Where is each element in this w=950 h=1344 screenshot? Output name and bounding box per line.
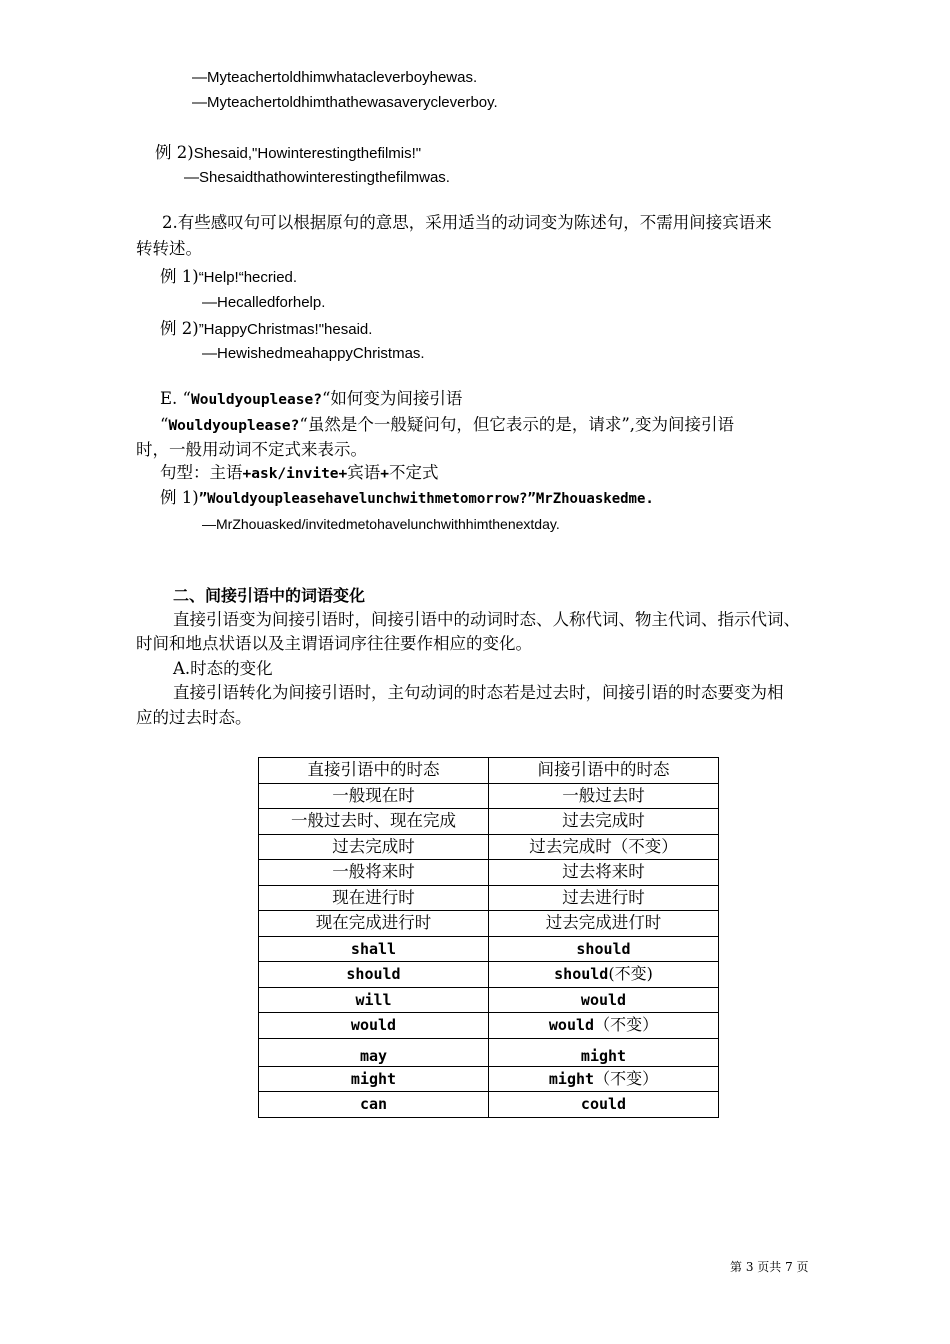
- table-row: [259, 834, 719, 860]
- table-row: [259, 936, 719, 962]
- table-cell: 现在完成进行时: [259, 911, 489, 937]
- table-cell: might: [489, 1038, 719, 1066]
- example-label: 例 2): [160, 319, 199, 338]
- table-cell: 一般现在时: [259, 783, 489, 809]
- table-cell: would: [489, 987, 719, 1013]
- table-cell: 过去完成时: [489, 809, 719, 835]
- example-text: Shesaid,"Howinterestingthefilmis!": [193, 145, 422, 162]
- example-label-line: [160, 318, 372, 341]
- example-label: 例 1): [160, 267, 199, 286]
- table-cell: could: [489, 1092, 719, 1118]
- example-label: 例 2): [155, 143, 194, 162]
- section-heading-2: 二、间接引语中的词语变化: [173, 586, 366, 605]
- example-text: ”Wouldyoupleasehavelunchwithmetomorrow?”MrZhouaskedme.: [198, 491, 654, 507]
- paragraph-line: “Wouldyouplease?“虽然是个一般疑问句，但它表示的是，请求”,变为间接引语: [160, 415, 735, 434]
- table-row: [259, 860, 719, 886]
- page-footer: 第 3 页共 7 页: [730, 1260, 809, 1274]
- table-header: 间接引语中的时态: [489, 758, 719, 784]
- example-label-line: [160, 266, 297, 289]
- paragraph-line: 直接引语转化为间接引语时，主句动词的时态若是过去时，间接引语的时态要变为相: [173, 683, 784, 702]
- example-line: —Shesaidthathowinterestingthefilmwas.: [184, 169, 450, 186]
- example-line: —Hecalledforhelp.: [202, 294, 326, 311]
- table-header: 直接引语中的时态: [259, 758, 489, 784]
- table-cell: might（不变）: [489, 1066, 719, 1092]
- example-label-line: [155, 142, 421, 165]
- table-row: [259, 1038, 719, 1066]
- table-cell: should(不变): [489, 962, 719, 988]
- table-cell: 一般将来时: [259, 860, 489, 886]
- example-line: —MrZhouasked/invitedmetohavelunchwithhimthenextday.: [202, 516, 560, 532]
- table-row: [259, 1092, 719, 1118]
- example-label: 例 1): [160, 488, 199, 507]
- paragraph-line: 时，一般用动词不定式来表示。: [136, 440, 367, 459]
- table-cell: 一般过去时、现在完成: [259, 809, 489, 835]
- paragraph-line: 时间和地点状语以及主谓语词序往往要作相应的变化。: [136, 634, 532, 653]
- section-heading-e: E. “Wouldyouplease?“如何变为间接引语: [160, 389, 463, 408]
- example-line: —Myteachertoldhimthathewasaverycleverboy.: [192, 94, 498, 111]
- table-cell: 过去完成进仃时: [489, 911, 719, 937]
- table-row: [259, 962, 719, 988]
- table-cell: 现在进行时: [259, 885, 489, 911]
- example-label-line: [160, 487, 654, 510]
- table-cell: should: [489, 936, 719, 962]
- table-cell: 过去完成时: [259, 834, 489, 860]
- example-line: —HewishedmeahappyChristmas.: [202, 345, 425, 362]
- table-row: [259, 911, 719, 937]
- table-cell: 过去完成时（不变）: [489, 834, 719, 860]
- example-line: —Myteachertoldhimwhatacleverboyhewas.: [192, 69, 478, 86]
- table-row: [259, 1013, 719, 1039]
- paragraph-line: 直接引语变为间接引语时，间接引语中的动词时态、人称代词、物主代词、指示代词、: [173, 610, 800, 629]
- table-cell: can: [259, 1092, 489, 1118]
- table-cell: 过去将来时: [489, 860, 719, 886]
- example-text: “Help!“hecried.: [198, 269, 298, 286]
- table-cell: would（不变）: [489, 1013, 719, 1039]
- table-cell: 过去进行时: [489, 885, 719, 911]
- example-text: ”HappyChristmas!"hesaid.: [198, 321, 373, 338]
- table-cell: might: [259, 1066, 489, 1092]
- table-row: [259, 1066, 719, 1092]
- table-cell: would: [259, 1013, 489, 1039]
- table-header-row: [259, 758, 719, 784]
- paragraph-line: 应的过去时态。: [136, 708, 252, 727]
- tense-table: [258, 757, 719, 1118]
- table-cell: should: [259, 962, 489, 988]
- table-cell: shall: [259, 936, 489, 962]
- paragraph-line: 转转述。: [136, 239, 202, 258]
- table-row: [259, 783, 719, 809]
- subheading-a: A.时态的变化: [173, 659, 273, 678]
- sentence-pattern: 句型：主语+ask/invite+宾语+不定式: [160, 463, 439, 482]
- table-row: [259, 885, 719, 911]
- table-row: [259, 809, 719, 835]
- paragraph-line: 2.有些感叹句可以根据原句的意思，采用适当的动词变为陈述句，不需用间接宾语来: [162, 213, 772, 232]
- table-cell: may: [259, 1038, 489, 1066]
- table-row: [259, 987, 719, 1013]
- table-cell: 一般过去时: [489, 783, 719, 809]
- table-cell: will: [259, 987, 489, 1013]
